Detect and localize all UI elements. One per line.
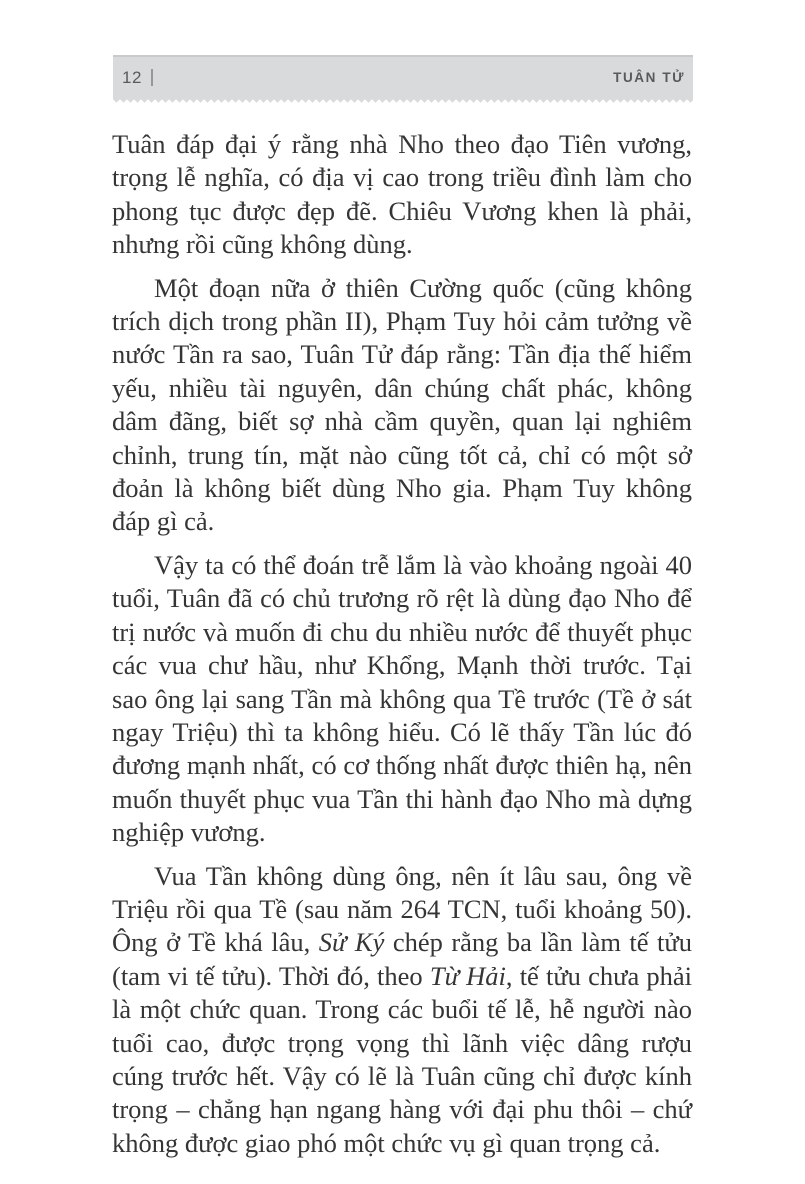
italic-book-title: Từ Hải: [429, 960, 506, 991]
header-band: [113, 55, 693, 98]
header-divider: [151, 69, 153, 86]
paragraph: Vua Tần không dùng ông, nên ít lâu sau, ông về Triệu rồi qua Tề (sau năm 264 TCN, tuổi khoảng 50). Ông ở Tề khá lâu, Sử Ký chép rằng ba lần làm tế tửu (tam vi tế tửu). Thời đó, theo Từ Hải, tế tửu chưa phải là một chức quan. Trong các buổi tế lễ, hễ người nào tuổi cao, được trọng vọng thì lãnh việc dâng rượu cúng trước hết. Vậy có lẽ là Tuân cũng chỉ được kính trọng – chẳng hạn ngang hàng với đại phu thôi – chứ không được giao phó một chức vụ gì quan trọng cả.: [112, 860, 693, 1158]
paragraph: Tuân đáp đại ý rằng nhà Nho theo đạo Tiên vương, trọng lễ nghĩa, có địa vị cao trong triều đình làm cho phong tục được đẹp đẽ. Chiêu Vương khen là phải, nhưng rồi cũng không dùng.: [112, 129, 692, 260]
header-left-group: [122, 68, 153, 88]
running-title: TUÂN TỬ: [613, 70, 685, 85]
paragraph: Một đoạn nữa ở thiên Cường quốc (cũng không trích dịch trong phần II), Phạm Tuy hỏi cảm tưởng về nước Tần ra sao, Tuân Tử đáp rằng: Tần địa thế hiểm yếu, nhiều tài nguyên, dân chúng chất phác, không dâm đãng, biết sợ nhà cầm quyền, quan lại nghiêm chỉnh, trung tín, mặt nào cũng tốt cả, chỉ có một sở đoản là không biết dùng Nho gia. Phạm Tuy không đáp gì cả.: [112, 272, 692, 537]
page-number: 12: [122, 67, 142, 87]
paragraph: Vậy ta có thể đoán trễ lắm là vào khoảng ngoài 40 tuổi, Tuân đã có chủ trương rõ rệt là dùng đạo Nho để trị nước và muốn đi chu du nhiều nước để thuyết phục các vua chư hầu, như Khổng, Mạnh thời trước. Tại sao ông lại sang Tần mà không qua Tề trước (Tề ở sát ngay Triệu) thì ta không hiểu. Có lẽ thấy Tần lúc đó đương mạnh nhất, có cơ thống nhất được thiên hạ, nên muốn thuyết phục vua Tần thi hành đạo Nho mà dựng nghiệp vương.: [112, 549, 692, 848]
band-zigzag-edge: [113, 98, 693, 103]
page-body: [112, 128, 692, 1170]
italic-book-title: Sử Ký: [318, 927, 385, 958]
